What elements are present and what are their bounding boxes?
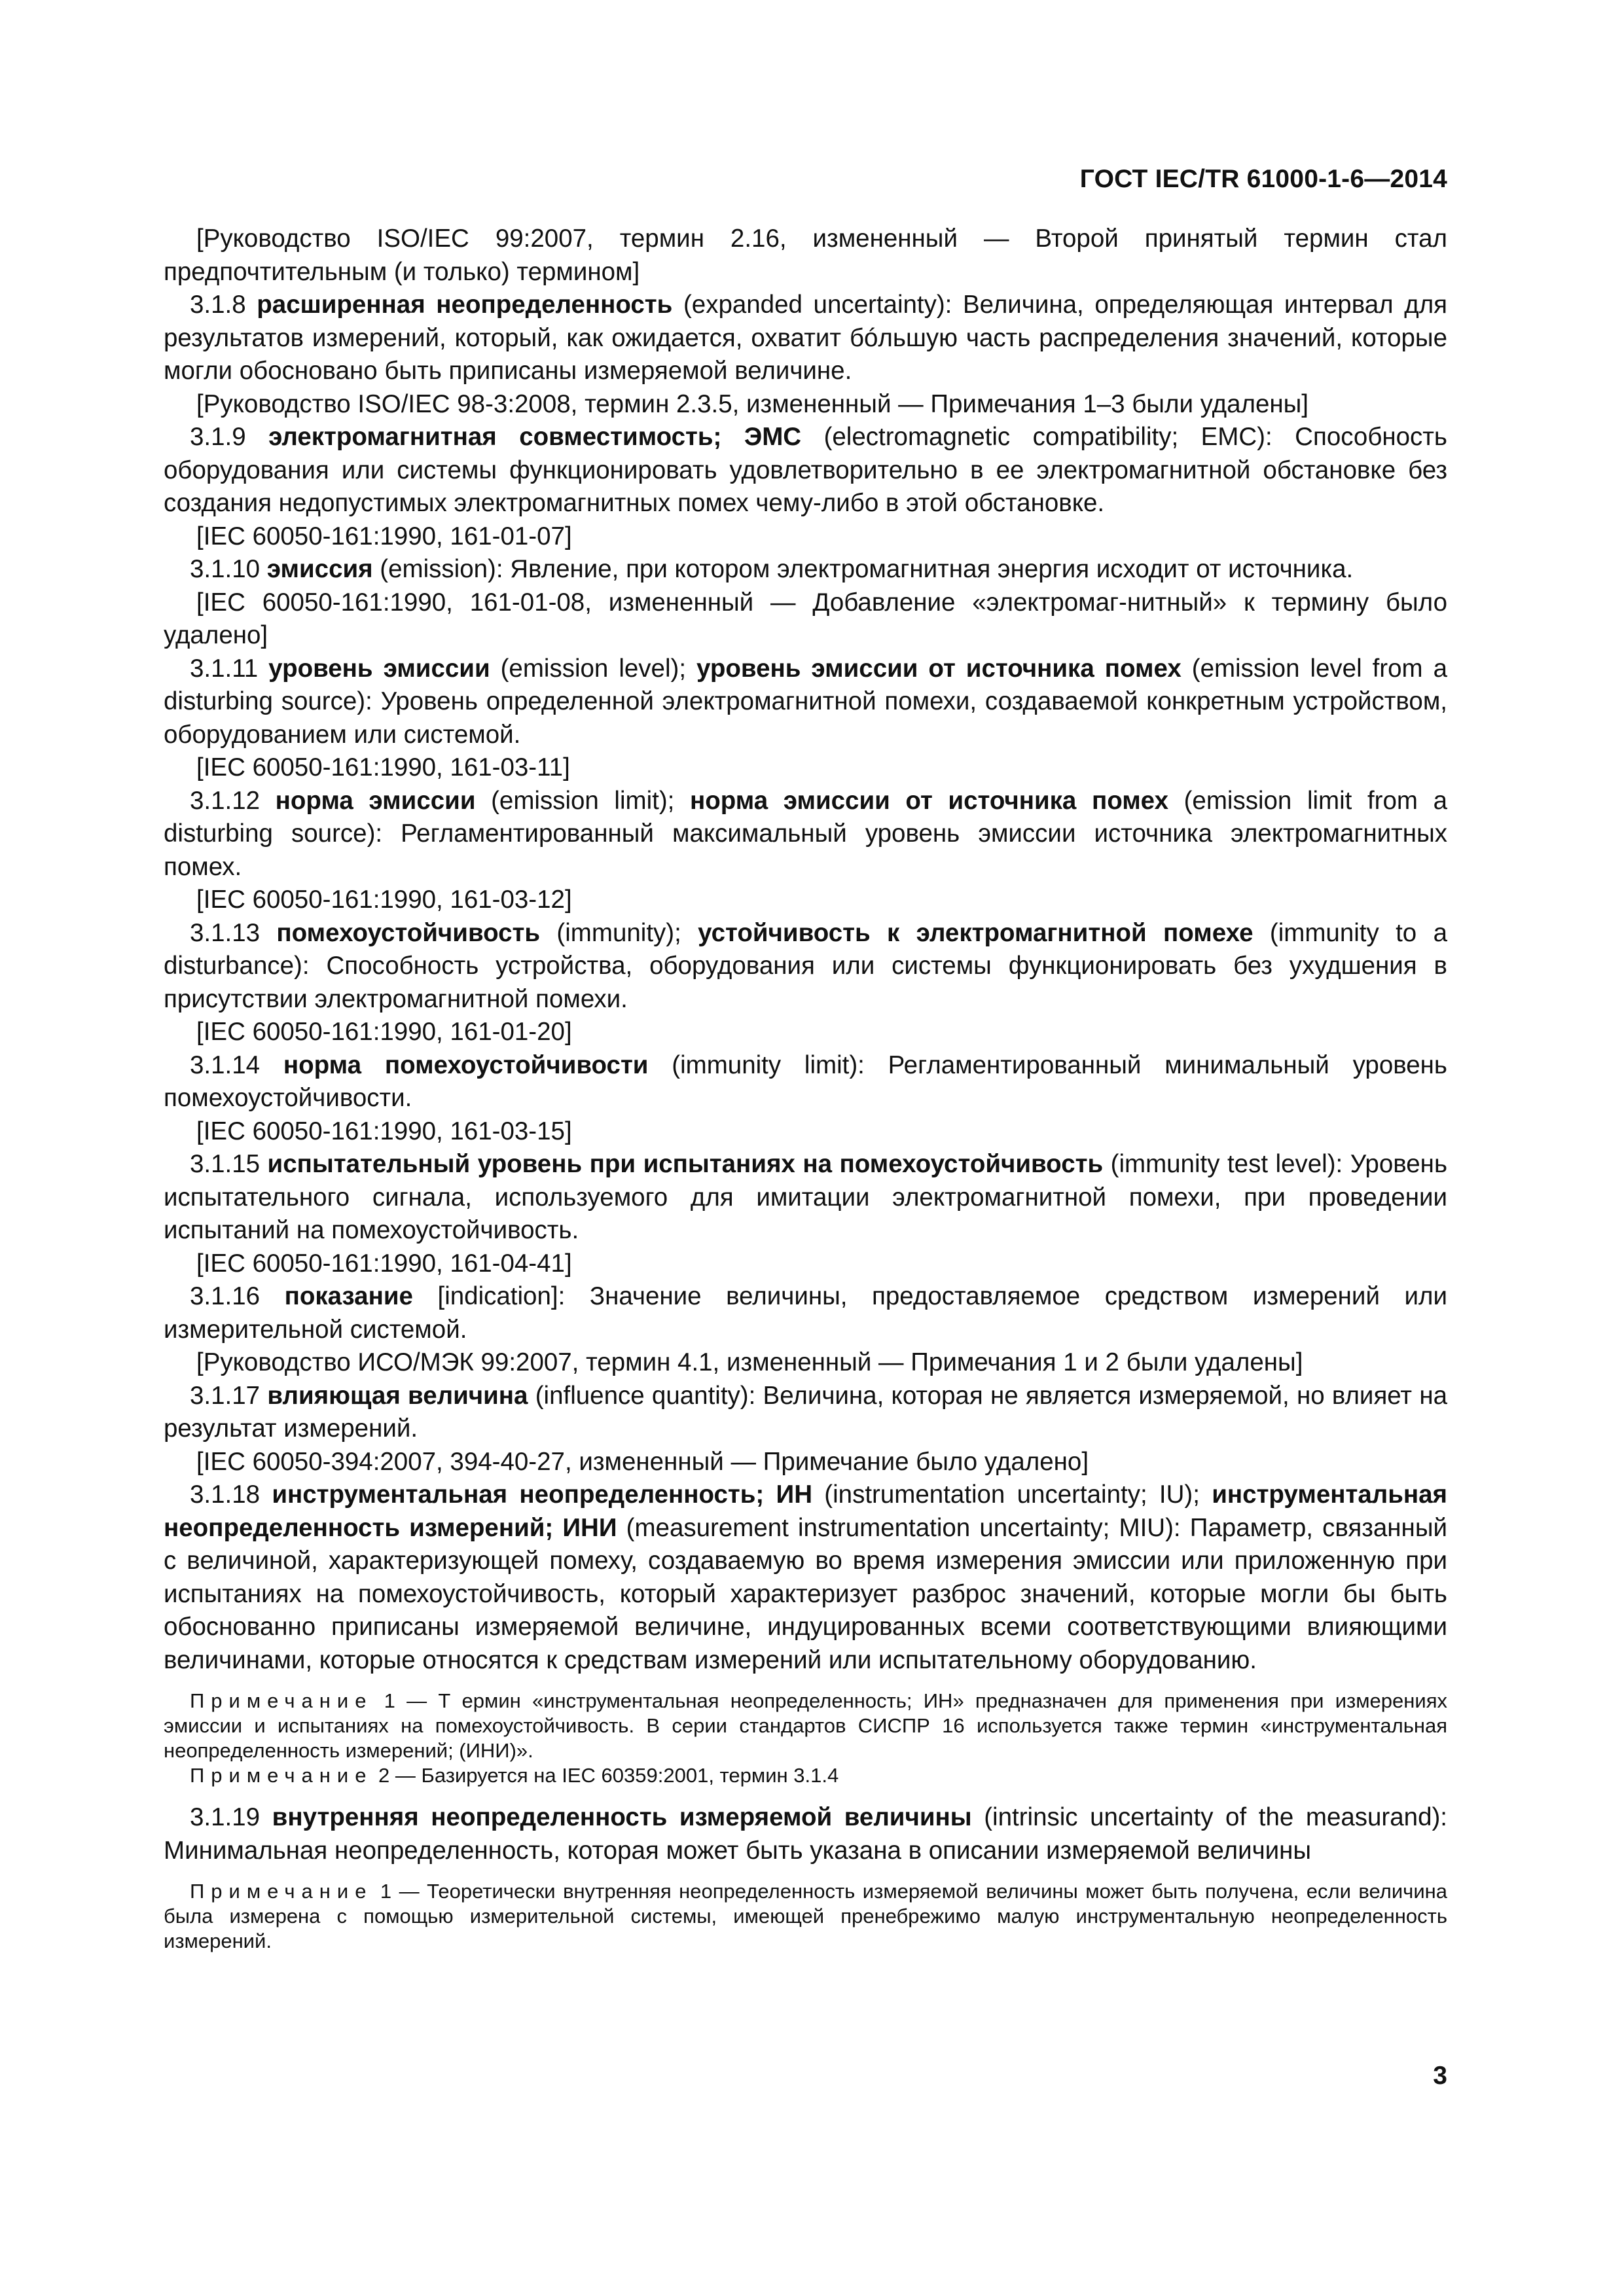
- reference-line: [Руководство ISO/IEC 98-3:2008, термин 2.3.5, измененный — Примечания 1–3 были удалены]: [196, 389, 1309, 418]
- term-number: 3.1.14: [190, 1050, 261, 1079]
- term-name: расширенная неопределенность: [257, 291, 673, 319]
- term-name: инструментальная неопределенность; ИН: [272, 1480, 813, 1509]
- term-name: помехоустойчивость: [276, 918, 541, 947]
- term-number: 3.1.16: [190, 1282, 261, 1310]
- term-definition: (intrinsic uncertainty of the measurand): Минимальная неопределенность, которая может быть указана в описании измеряемой величины: [164, 1803, 1448, 1865]
- term-name: испытательный уровень при испытаниях на помехоустойчивость: [267, 1150, 1104, 1178]
- reference-line: [IEC 60050-161:1990, 161-03-12]: [196, 886, 572, 914]
- term-number: 3.1.10: [190, 555, 261, 583]
- term-definition: (electromagnetic compatibility; EMC): Способность оборудования или системы функционировать удовлетворительно в ее электромагнитной обстановке без создания недопустимых электромагнитных помех чему-либо в этой обстановке.: [164, 423, 1447, 517]
- term-entry-3-1-9: [164, 421, 1447, 520]
- note-text: 1 — Т ермин «инструментальная неопределенность; ИН» предназначен для применения при измерениях эмиссии и испытаниях на помехоустойчивость. В серии стандартов СИСПР 16 используется также термин «инструментальная неопределенность измерений; (ИНИ)».: [164, 1689, 1447, 1762]
- reference-line: [IEC 60050-161:1990, 161-03-11]: [196, 753, 570, 781]
- document-body: [164, 223, 1447, 1954]
- reference-line: [IEC 60050-161:1990, 161-01-08, измененный — Добавление «электромаг-нитный» к термину было удалено]: [164, 588, 1447, 649]
- note-paragraph: [164, 1763, 1447, 1788]
- note-paragraph: [164, 1689, 1447, 1763]
- reference-line: [IEC 60050-161:1990, 161-01-07]: [196, 522, 572, 550]
- term-name: уровень эмиссии: [268, 654, 490, 683]
- term-entry-3-1-18: [164, 1479, 1447, 1677]
- term-definition: (emission limit from a disturbing source): Регламентированный максимальный уровень эмиссии источника электромагнитных помех.: [164, 786, 1447, 881]
- term-name: норма эмиссии: [275, 786, 476, 815]
- term-definition: [indication]: Значение величины, предоставляемое средством измерений или измерительной системой.: [164, 1282, 1447, 1344]
- note-text: 1 — Теоретически внутренняя неопределенность измеряемой величины может быть получена, если величина была измерена с помощью измерительной системы, имеющей пренебрежимо малую инструментальную неопределенность измерений.: [164, 1880, 1447, 1952]
- term-number: 3.1.17: [190, 1381, 261, 1410]
- reference-line: [IEC 60050-161:1990, 161-04-41]: [196, 1249, 572, 1278]
- term-definition: (emission level);: [490, 654, 696, 683]
- term-number: 3.1.9: [190, 423, 246, 451]
- term-number: 3.1.11: [190, 654, 259, 683]
- term-definition: (expanded uncertainty): Величина, определяющая интервал для результатов измерений, который, как ожидается, охватит бóльшую часть распределения значений, которые могли обосновано быть приписаны измеряемой величине.: [164, 291, 1448, 385]
- term-number: 3.1.18: [190, 1480, 261, 1509]
- term-entry-3-1-11: [164, 653, 1447, 752]
- reference-line: [IEC 60050-394:2007, 394-40-27, измененный — Примечание было удалено]: [196, 1447, 1089, 1476]
- note-label: Примечание: [190, 1880, 373, 1903]
- term-number: 3.1.13: [190, 918, 261, 947]
- term-synonym: устойчивость к электромагнитной помехе: [698, 918, 1254, 947]
- term-entry-3-1-17: [164, 1380, 1447, 1446]
- term-number: 3.1.19: [190, 1803, 261, 1831]
- reference-line: [Руководство ISO/IEC 99:2007, термин 2.16, измененный — Второй принятый термин стал предпочтительным (и только) термином]: [164, 224, 1447, 286]
- term-definition: (emission): Явление, при котором электромагнитная энергия исходит от источника.: [372, 555, 1354, 583]
- page-number: 3: [1433, 2062, 1447, 2090]
- term-entry-3-1-10: [164, 553, 1447, 586]
- term-definition: (immunity test level): Уровень испытательного сигнала, используемого для имитации электромагнитной помехи, при проведении испытаний на помехоустойчивость.: [164, 1150, 1448, 1244]
- reference-line: [IEC 60050-161:1990, 161-01-20]: [196, 1018, 572, 1046]
- term-definition: (immunity to a disturbance): Способность устройства, оборудования или системы функционировать без ухудшения в присутствии электромагнитной помехи.: [164, 918, 1447, 1013]
- term-name: эмиссия: [266, 555, 373, 583]
- term-definition: (immunity);: [540, 918, 698, 947]
- term-number: 3.1.8: [190, 291, 246, 319]
- term-entry-3-1-12: [164, 785, 1447, 884]
- term-entry-3-1-8: [164, 289, 1447, 388]
- term-name: показание: [284, 1282, 413, 1310]
- document-code-header: ГОСТ IEC/TR 61000-1-6—2014: [1079, 165, 1447, 193]
- term-definition: (instrumentation uncertainty; IU);: [812, 1480, 1212, 1509]
- term-entry-3-1-16: [164, 1280, 1447, 1346]
- term-synonym: норма эмиссии от источника помех: [689, 786, 1169, 815]
- term-synonym: уровень эмиссии от источника помех: [696, 654, 1182, 683]
- term-synonym: инструментальная неопределенность измерений; ИНИ: [164, 1480, 1448, 1542]
- term-definition: (emission level from a disturbing source): Уровень определенной электромагнитной помехи, создаваемой конкретным устройством, оборудованием или системой.: [164, 654, 1447, 749]
- term-definition: (emission limit);: [475, 786, 690, 815]
- term-entry-3-1-14: [164, 1049, 1447, 1115]
- term-entry-3-1-13: [164, 917, 1447, 1016]
- note-paragraph: [164, 1879, 1447, 1954]
- reference-line: [IEC 60050-161:1990, 161-03-15]: [196, 1117, 572, 1145]
- reference-line: [Руководство ИСО/МЭК 99:2007, термин 4.1, измененный — Примечания 1 и 2 были удалены]: [196, 1348, 1303, 1376]
- term-definition: (immunity limit): Регламентированный минимальный уровень помехоустойчивости.: [164, 1050, 1447, 1112]
- term-number: 3.1.12: [190, 786, 261, 815]
- term-definition: (measurement instrumentation uncertainty; MIU): Параметр, связанный с величиной, характеризующей помеху, создаваемую во время измерения эмиссии или приложенную при испытаниях на помехоустойчивость, который характеризует разброс значений, которые могли бы быть обоснованно приписаны измеряемой величине, индуцированных всеми соответствующими влияющими величинами, которые относятся к средствам измерений или испытательному оборудованию.: [164, 1513, 1447, 1674]
- term-name: электромагнитная совместимость; ЭМС: [268, 423, 802, 451]
- term-name: влияющая величина: [267, 1381, 528, 1410]
- note-label: Примечание: [190, 1689, 373, 1712]
- term-name: внутренняя неопределенность измеряемой величины: [272, 1803, 972, 1831]
- note-label: Примечание: [190, 1764, 373, 1787]
- note-text: 2 — Базируется на IEC 60359:2001, термин 3.1.4: [372, 1764, 839, 1787]
- term-number: 3.1.15: [190, 1150, 261, 1178]
- term-entry-3-1-19: [164, 1801, 1447, 1867]
- term-definition: (influence quantity): Величина, которая не является измеряемой, но влияет на результат измерений.: [164, 1381, 1447, 1443]
- term-name: норма помехоустойчивости: [283, 1050, 649, 1079]
- term-entry-3-1-15: [164, 1148, 1447, 1247]
